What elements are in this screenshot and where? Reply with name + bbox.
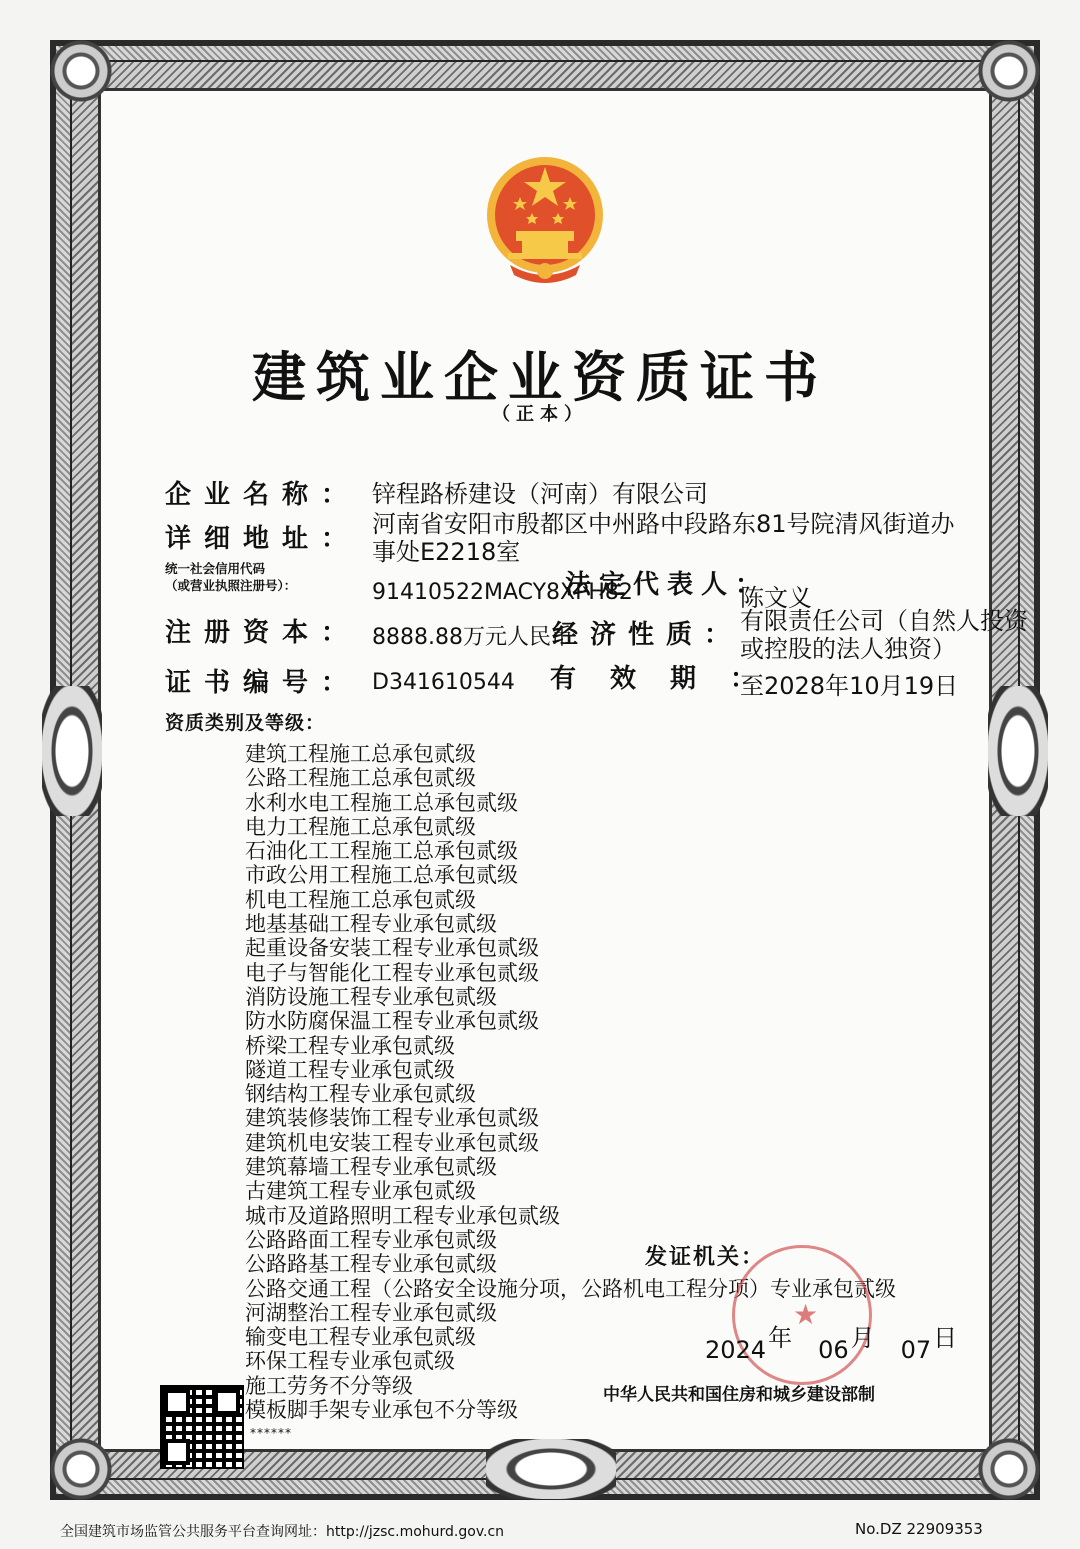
qualification-item: 桥梁工程专业承包贰级 xyxy=(245,1033,455,1058)
qualification-item: 施工劳务不分等级 xyxy=(245,1373,413,1398)
qualification-item: 建筑装修装饰工程专业承包贰级 xyxy=(245,1106,539,1131)
nature-line-1: 有限责任公司（自然人投资 xyxy=(740,607,1028,635)
qualification-item: 市政公用工程施工总承包贰级 xyxy=(245,863,518,888)
qualification-item: 地基基础工程专业承包贰级 xyxy=(245,912,497,937)
credit-code-label-line-1: 统一社会信用代码 xyxy=(165,561,266,576)
certificate-subtitle: （正本） xyxy=(492,404,588,425)
issuer-name: 中华人民共和国住房和城乡建设部制 xyxy=(603,1385,875,1405)
address-value xyxy=(372,510,955,566)
bottom-ornament xyxy=(486,1439,616,1499)
qualification-item: 消防设施工程专业承包贰级 xyxy=(245,984,497,1009)
seal-star-icon: ★ xyxy=(793,1298,819,1331)
capital-label: 注册资本： xyxy=(165,618,361,648)
capital-value: 8888.88万元人民币 xyxy=(372,625,573,650)
qualification-item: 环保工程专业承包贰级 xyxy=(245,1349,455,1374)
qualification-item: 建筑幕墙工程专业承包贰级 xyxy=(245,1155,497,1180)
nature-value xyxy=(740,607,1028,663)
cert-no-value: D341610544 xyxy=(372,670,515,695)
qr-finder xyxy=(214,1389,240,1415)
qualification-item: 输变电工程专业承包贰级 xyxy=(245,1325,476,1350)
year-unit: 年 xyxy=(768,1324,793,1352)
issue-year: 2024 xyxy=(705,1336,767,1364)
qualification-item: 公路交通工程（公路安全设施分项，公路机电工程分项）专业承包贰级 xyxy=(245,1276,896,1301)
corner-ornament-tl xyxy=(46,36,116,106)
qualification-label: 资质类别及等级： xyxy=(165,712,326,734)
company-label: 企业名称： xyxy=(165,480,361,510)
address-label: 详细地址： xyxy=(165,524,361,554)
legal-rep-value: 陈文义 xyxy=(740,584,812,612)
qr-code[interactable] xyxy=(160,1385,244,1469)
serial-number: No.DZ 22909353 xyxy=(855,1520,983,1538)
qualification-item: 电力工程施工总承包贰级 xyxy=(245,814,476,839)
nature-line-2: 或控股的法人独资） xyxy=(740,635,956,663)
side-ornament-right xyxy=(988,686,1048,816)
qualification-item: 电子与智能化工程专业承包贰级 xyxy=(245,960,539,985)
nature-label: 经济性质： xyxy=(552,620,743,650)
qualification-item: 水利水电工程施工总承包贰级 xyxy=(245,790,518,815)
qr-code-caption: ****** xyxy=(250,1426,292,1440)
corner-ornament-br xyxy=(974,1434,1044,1504)
qualification-item: 古建筑工程专业承包贰级 xyxy=(245,1179,476,1204)
qualification-item: 机电工程施工总承包贰级 xyxy=(245,887,476,912)
issue-day: 07 xyxy=(900,1336,932,1364)
qualification-item: 公路路面工程专业承包贰级 xyxy=(245,1227,497,1252)
certificate-title: 建筑业企业资质证书 xyxy=(252,345,828,409)
verification-url[interactable]: 全国建筑市场监管公共服务平台查询网址：http://jzsc.mohurd.gov.cn xyxy=(60,1524,505,1540)
qualification-item: 隧道工程专业承包贰级 xyxy=(245,1057,455,1082)
qualification-item: 建筑机电安装工程专业承包贰级 xyxy=(245,1130,539,1155)
issuer-label: 发证机关： xyxy=(645,1245,766,1270)
issue-date xyxy=(705,1324,958,1365)
qualification-item: 公路工程施工总承包贰级 xyxy=(245,766,476,791)
national-emblem-icon xyxy=(480,153,610,288)
cert-no-label: 证书编号： xyxy=(165,668,361,698)
month-unit: 月 xyxy=(850,1324,875,1352)
qualification-item: 石油化工工程施工总承包贰级 xyxy=(245,839,518,864)
validity-value: 至2028年10月19日 xyxy=(740,672,959,700)
issue-month: 06 xyxy=(818,1336,849,1364)
company-value: 锌程路桥建设（河南）有限公司 xyxy=(372,480,708,508)
address-line-1: 河南省安阳市殷都区中州路中段路东81号院清风街道办 xyxy=(372,510,955,538)
qualification-item: 建筑工程施工总承包贰级 xyxy=(245,742,476,766)
credit-code-label-line-2: （或营业执照注册号）： xyxy=(165,578,297,593)
qualification-item: 公路路基工程专业承包贰级 xyxy=(245,1252,497,1277)
address-line-2: 事处E2218室 xyxy=(372,538,521,566)
qr-finder xyxy=(164,1389,190,1415)
qr-finder xyxy=(164,1439,190,1465)
day-unit: 日 xyxy=(933,1324,958,1352)
corner-ornament-tr xyxy=(974,36,1044,106)
legal-rep-label: 法定代表人： xyxy=(565,570,770,600)
credit-code-value: 91410522MACY8XPH82 xyxy=(372,580,633,605)
qualification-item: 河湖整治工程专业承包贰级 xyxy=(245,1300,497,1325)
qualification-item: 起重设备安装工程专业承包贰级 xyxy=(245,936,539,961)
qualification-item: 城市及道路照明工程专业承包贰级 xyxy=(245,1203,560,1228)
corner-ornament-bl xyxy=(46,1434,116,1504)
credit-code-label xyxy=(165,560,296,594)
qualification-item: 钢结构工程专业承包贰级 xyxy=(245,1082,476,1107)
side-ornament-left xyxy=(42,686,102,816)
qualification-item: 模板脚手架专业承包不分等级 xyxy=(245,1398,518,1423)
validity-label: 有效期： xyxy=(550,664,791,694)
qualification-item: 防水防腐保温工程专业承包贰级 xyxy=(245,1009,539,1034)
